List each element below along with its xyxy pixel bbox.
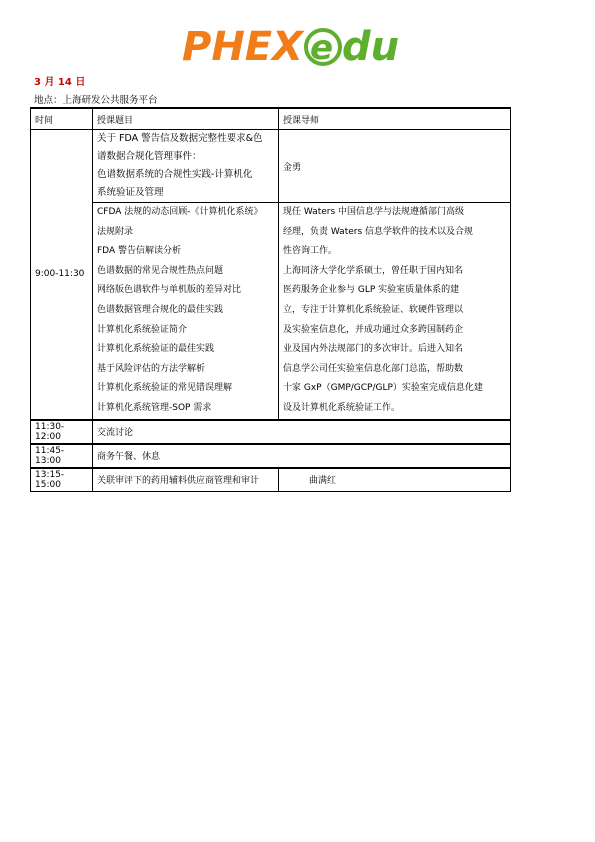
- discussion-label: 交流讨论: [93, 420, 511, 444]
- main-topic-line: 关于 FDA 警告信及数据完整性要求&色: [97, 133, 263, 144]
- topic-item: FDA 警告信解读分析: [97, 246, 181, 257]
- session1-time: 9:00-11:30: [31, 130, 93, 420]
- header-instructor: 授课导师: [279, 108, 511, 130]
- bio-line: 经理，负责 Waters 信息学软件的技术以及合规: [283, 226, 474, 237]
- header-time: 时间: [31, 108, 93, 130]
- session-date: 3 月 14 日: [34, 77, 86, 88]
- last-session-topic: 关联审评下的药用辅料供应商管理和审计: [93, 468, 279, 492]
- logo-text-main: PHEX: [182, 24, 303, 68]
- bio-line: 业及国内外法规部门的多次审计。后进入知名: [283, 344, 464, 355]
- topic-item: 法规附录: [97, 226, 134, 237]
- logo-text-tail: du: [342, 24, 400, 68]
- table-row: [31, 130, 511, 203]
- phexedu-logo-graphic: [182, 22, 412, 68]
- last-session-time: 13:15-15:00: [31, 468, 93, 492]
- bio-line: 设及计算机化系统验证工作。: [283, 402, 401, 413]
- topic-item: 计算机化系统验证的常见错误理解: [97, 383, 233, 394]
- topic-item: 色谱数据的常见合规性热点问题: [97, 265, 224, 276]
- session1-instructor: 金勇: [279, 130, 511, 203]
- main-topic-line: 谱数据合规化管理事件：: [97, 151, 202, 162]
- topic-item: 基于风险评估的方法学解析: [97, 363, 206, 374]
- lunch-label: 商务午餐、休息: [93, 444, 511, 468]
- main-topic-line: 色谱数据系统的合规性实践-计算机化: [97, 169, 253, 180]
- table-row-discussion: [31, 420, 511, 444]
- phexedu-logo: [182, 22, 412, 68]
- topic-item: 计算机化系统验证简介: [97, 324, 188, 335]
- header-topic: 授课题目: [93, 108, 279, 130]
- topic-item: 网络版色谱软件与单机版的差异对比: [97, 285, 242, 296]
- table-row-supplier-audit: [31, 468, 511, 492]
- topic-item: 计算机化系统管理-SOP 需求: [97, 402, 212, 413]
- session-location: 地点：上海研发公共服务平台: [34, 95, 158, 106]
- lunch-time: 11:45-13:00: [31, 444, 93, 468]
- bio-line: 信息学公司任实验室信息化部门总监，帮助数: [283, 363, 464, 374]
- bio-line: 上海同济大学化学系硕士，曾任职于国内知名: [283, 265, 464, 276]
- bio-line: 立，专注于计算机化系统验证、软硬件管理以: [283, 304, 464, 315]
- main-topic-line: 系统验证及管理: [97, 187, 164, 198]
- bio-line: 性咨询工作。: [283, 246, 338, 257]
- topic-item: 色谱数据管理合规化的最佳实践: [97, 304, 224, 315]
- schedule-table: [30, 107, 511, 492]
- session1-main-topic: [93, 130, 279, 203]
- discussion-time: 11:30-12:00: [31, 420, 93, 444]
- last-session-instructor: 曲满红: [279, 468, 511, 492]
- session1-topic-list: [93, 203, 279, 420]
- logo-text-e: e: [310, 28, 334, 68]
- bio-line: 及实验室信息化，并成功通过众多跨国制药企: [283, 324, 464, 335]
- topic-item: 计算机化系统验证的最佳实践: [97, 344, 215, 355]
- instructor-bio: [279, 203, 511, 420]
- bio-line: 现任 Waters 中国信息学与法规遵循部门高级: [283, 207, 465, 217]
- bio-line: 十家 GxP（GMP/GCP/GLP）实验室完成信息化建: [283, 383, 483, 394]
- bio-line: 医药服务企业参与 GLP 实验室质量体系的建: [283, 285, 460, 296]
- table-row-lunch: [31, 444, 511, 468]
- table-row: [31, 203, 511, 420]
- table-header-row: [31, 108, 511, 130]
- topic-item: CFDA 法规的动态回顾-《计算机化系统》: [97, 207, 263, 217]
